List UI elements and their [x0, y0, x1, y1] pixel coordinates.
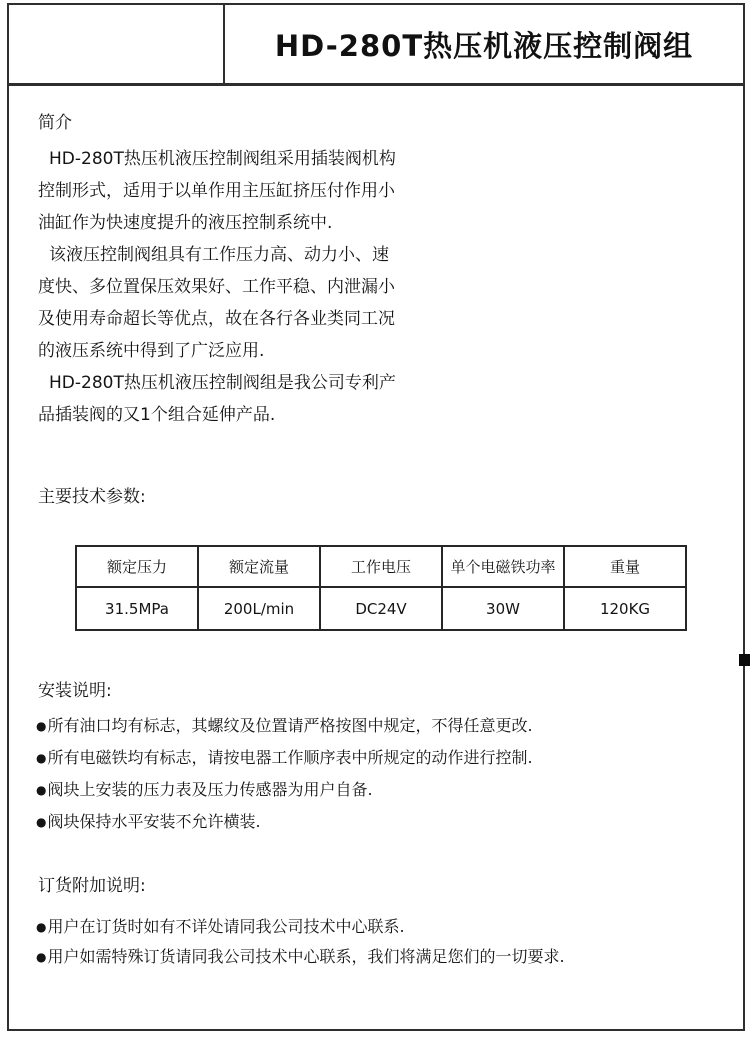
intro-heading: 简介: [38, 113, 72, 133]
bullet-icon: ●: [36, 815, 47, 829]
title-block: [9, 5, 743, 86]
specs-col-header: 额定流量: [199, 547, 321, 586]
intro-line: 的液压系统中得到了广泛应用.: [38, 341, 265, 361]
install-bullet-text: 所有油口均有标志，其螺纹及位置请严格按图中规定，不得任意更改.: [47, 716, 533, 735]
specs-table-value-row: [77, 588, 685, 629]
specs-value: 30W: [443, 588, 565, 629]
ordering-bullet: [36, 942, 565, 972]
bullet-icon: ●: [36, 719, 47, 733]
specs-value: DC24V: [321, 588, 443, 629]
intro-paragraphs: [38, 143, 458, 431]
specs-col-header: 工作电压: [321, 547, 443, 586]
ordering-bullet-text: 用户在订货时如有不详处请同我公司技术中心联系.: [47, 917, 405, 936]
specs-heading: 主要技术参数:: [38, 487, 146, 507]
ordering-bullet-list: [36, 912, 565, 972]
install-heading: 安装说明:: [38, 681, 112, 701]
document-body: [9, 86, 743, 1029]
install-bullet-text: 所有电磁铁均有标志，请按电器工作顺序表中所规定的动作进行控制.: [47, 748, 533, 767]
specs-value: 31.5MPa: [77, 588, 199, 629]
title-block-title-cell: [225, 5, 743, 83]
intro-line: 该液压控制阀组具有工作压力高、动力小、速: [49, 245, 389, 265]
install-bullet: [36, 774, 533, 806]
intro-line: 油缸作为快速度提升的液压控制系统中.: [38, 213, 333, 233]
intro-line: 控制形式，适用于以单作用主压缸挤压付作用小: [38, 181, 395, 201]
specs-value: 120KG: [599, 599, 651, 618]
page-frame: [7, 3, 745, 1031]
bullet-icon: ●: [36, 950, 47, 964]
specs-col-header: 单个电磁铁功率: [443, 547, 565, 586]
specs-col-header: 额定压力: [77, 547, 199, 586]
document-title: HD-280T热压机液压控制阀组: [274, 28, 694, 63]
intro-line: HD-280T热压机液压控制阀组采用插装阀机构: [49, 149, 396, 169]
bullet-icon: ●: [36, 783, 47, 797]
install-bullet: [36, 710, 533, 742]
ordering-heading: 订货附加说明:: [38, 876, 146, 896]
specs-table: [75, 545, 687, 631]
bullet-icon: ●: [36, 920, 47, 934]
install-bullet-text: 阀块保持水平安装不允许横装.: [47, 812, 261, 831]
binding-mark: [739, 654, 750, 666]
intro-line: 度快、多位置保压效果好、工作平稳、内泄漏小: [38, 277, 395, 297]
install-bullet: [36, 742, 533, 774]
specs-col-header: 重量: [609, 558, 640, 576]
install-bullet: [36, 806, 533, 838]
specs-value: 200L/min: [199, 588, 321, 629]
ordering-bullet-text: 用户如需特殊订货请同我公司技术中心联系，我们将满足您们的一切要求.: [47, 947, 565, 966]
intro-line: 品插装阀的又1个组合延伸产品.: [38, 405, 276, 425]
specs-table-header-row: [77, 547, 685, 588]
intro-line: HD-280T热压机液压控制阀组是我公司专利产: [49, 373, 396, 393]
bullet-icon: ●: [36, 751, 47, 765]
install-bullet-list: [36, 710, 533, 838]
install-bullet-text: 阀块上安装的压力表及压力传感器为用户自备.: [47, 780, 373, 799]
intro-line: 及使用寿命超长等优点，故在各行各业类同工况: [38, 309, 395, 329]
ordering-bullet: [36, 912, 565, 942]
